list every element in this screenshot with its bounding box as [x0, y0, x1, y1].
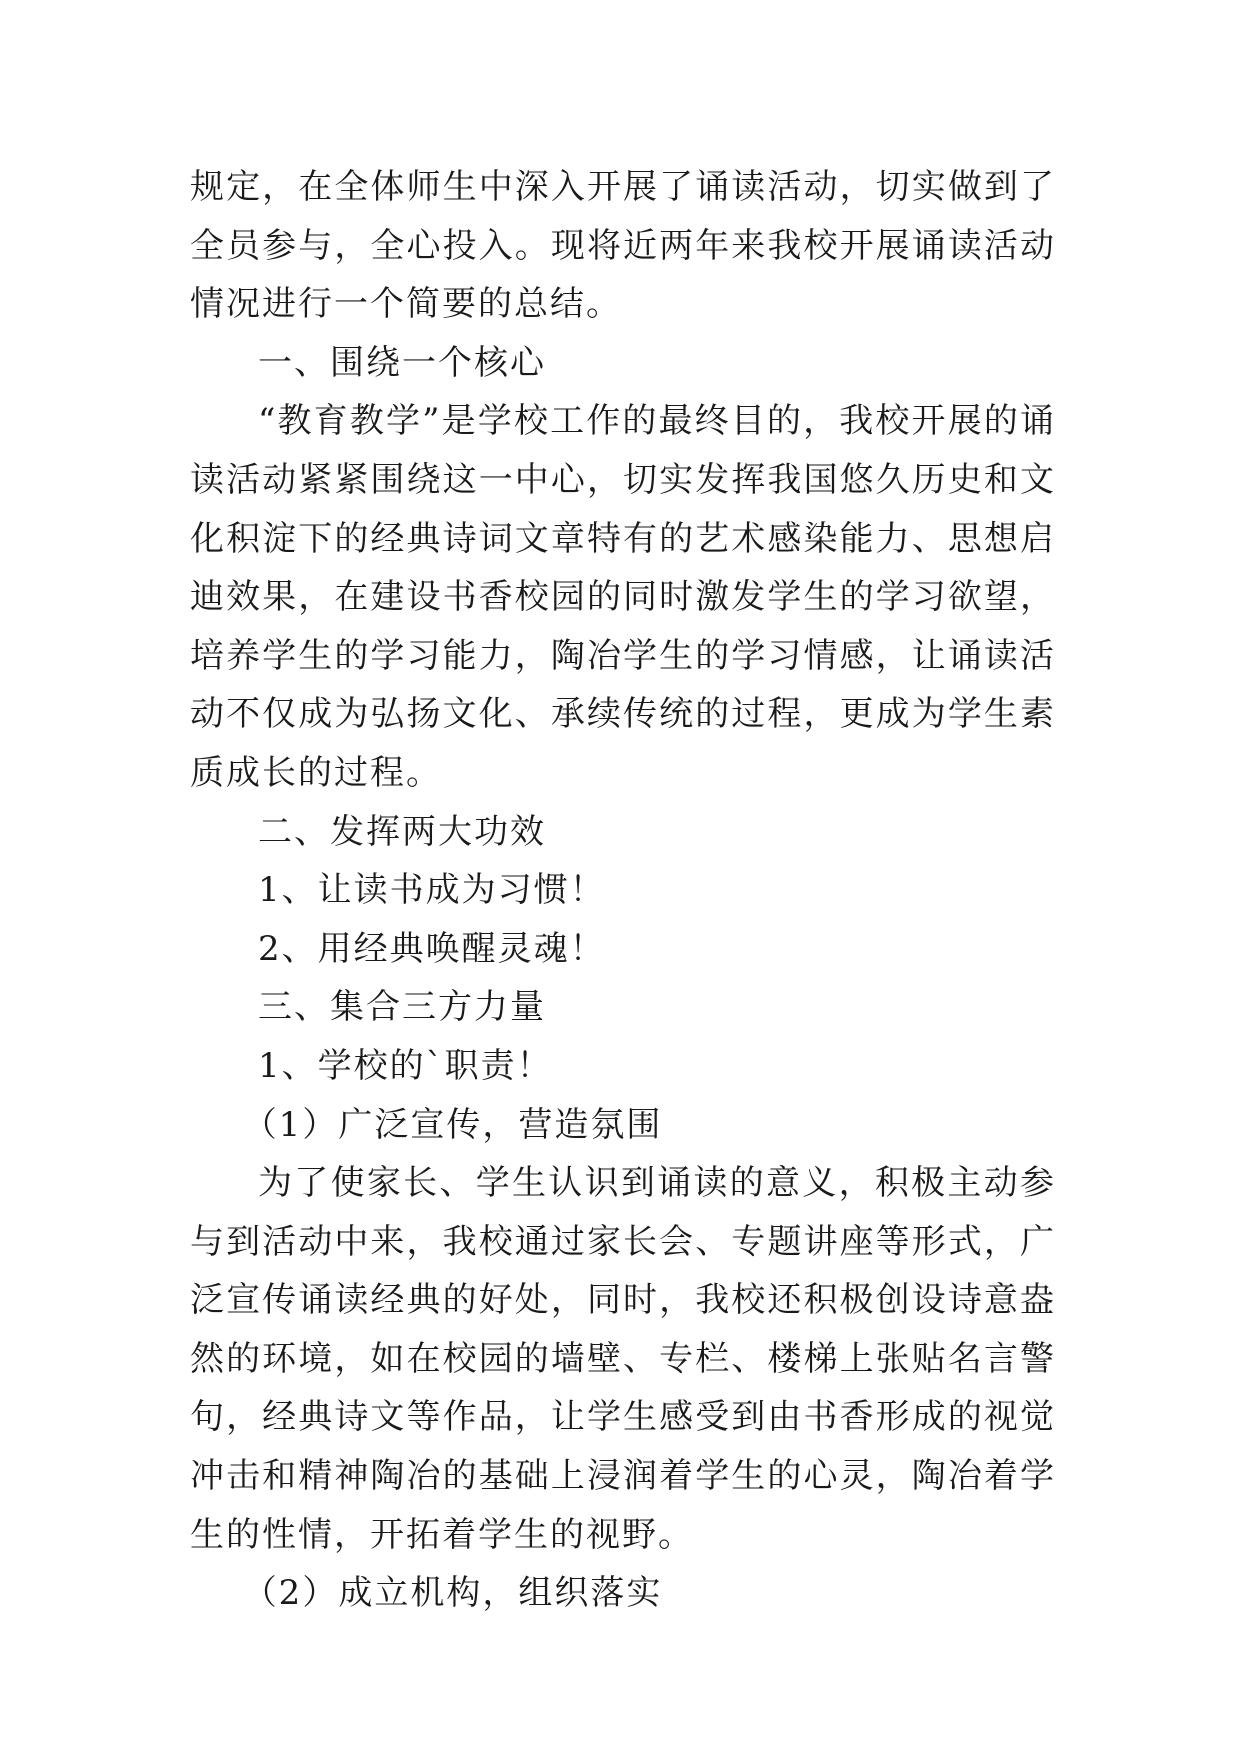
paragraph-section-1-body: “教育教学”是学校工作的最终目的，我校开展的诵读活动紧紧围绕这一中心，切实发挥我国悠久历史和文化积淀下的经典诗词文章特有的艺术感染能力、思想启迪效果，在建设书香校园的同时激发学生的学习欲望，培养学生的学习能力，陶冶学生的学习情感，让诵读活动不仅成为弘扬文化、承续传统的过程，更成为学生素质成长的过程。 [190, 401, 1056, 793]
paragraph-intro: 规定，在全体师生中深入开展了诵读活动，切实做到了全员参与，全心投入。现将近两年来我校开展诵读活动情况进行一个简要的总结。 [190, 167, 1056, 325]
list-item-classics: 2、用经典唤醒灵魂！ [258, 928, 606, 969]
heading-section-2: 二、发挥两大功效 [258, 811, 546, 852]
document-body [190, 158, 1056, 1623]
subheading-school-duty: 1、学校的`职责！ [258, 1045, 553, 1086]
heading-section-1: 一、围绕一个核心 [258, 342, 546, 383]
list-item-habit: 1、让读书成为习惯！ [258, 870, 606, 911]
subheading-publicity: （1）广泛宣传，营造氛围 [242, 1104, 663, 1145]
paragraph-publicity-body: 为了使家长、学生认识到诵读的意义，积极主动参与到活动中来，我校通过家长会、专题讲座等形式，广泛宣传诵读经典的好处，同时，我校还积极创设诗意盎然的环境，如在校园的墙壁、专栏、楼梯上张贴名言警句，经典诗文等作品，让学生感受到由书香形成的视觉冲击和精神陶冶的基础上浸润着学生的心灵，陶冶着学生的性情，开拓着学生的视野。 [190, 1163, 1056, 1555]
subheading-organization: （2）成立机构，组织落实 [242, 1573, 663, 1614]
heading-section-3: 三、集合三方力量 [258, 987, 546, 1028]
